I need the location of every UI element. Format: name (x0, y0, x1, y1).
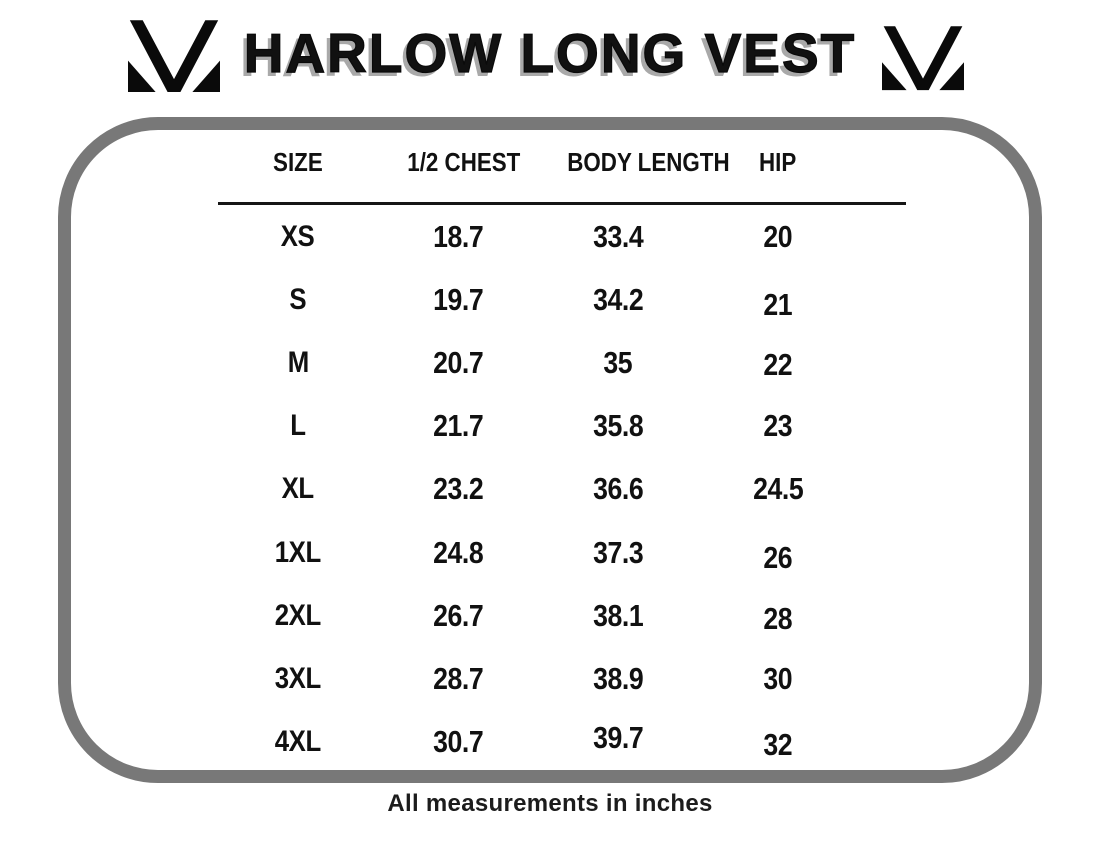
column-header-size: SIZE (273, 147, 323, 178)
hip-cell: 24.5 (752, 471, 804, 507)
body-length-cell: 38.9 (592, 660, 644, 696)
table-row (218, 205, 906, 268)
column-header-half-chest: 1/2 CHEST (407, 147, 521, 178)
size-cell: 3XL (274, 661, 322, 695)
half-chest-cell: 21.7 (432, 408, 484, 444)
size-cell: XS (281, 219, 315, 253)
table-row (218, 711, 906, 774)
table-row (218, 584, 906, 647)
hip-cell: 28 (763, 600, 793, 636)
half-chest-cell: 19.7 (432, 281, 484, 317)
size-cell: L (290, 409, 306, 443)
body-length-cell: 38.1 (592, 597, 644, 633)
size-cell: M (287, 345, 309, 379)
hip-cell: 20 (763, 218, 793, 254)
body-length-cell: 35.8 (592, 408, 644, 444)
table-row (218, 395, 906, 458)
table-row (218, 331, 906, 394)
hip-cell: 23 (763, 408, 793, 444)
hip-cell: 26 (763, 539, 793, 575)
hip-cell: 32 (763, 727, 793, 763)
table-header-row (218, 124, 906, 202)
half-chest-cell: 24.8 (432, 534, 484, 570)
half-chest-cell: 20.7 (432, 344, 484, 380)
body-length-cell: 34.2 (592, 281, 644, 317)
body-length-cell: 36.6 (592, 471, 644, 507)
half-chest-cell: 26.7 (432, 597, 484, 633)
body-length-cell: 35 (603, 344, 633, 380)
size-cell: S (289, 282, 307, 316)
hip-cell: 30 (763, 660, 793, 696)
hip-cell: 22 (763, 346, 793, 382)
m-logo-icon (882, 25, 964, 93)
table-row (218, 458, 906, 521)
size-cell: 2XL (274, 598, 322, 632)
brand-logo-right (882, 25, 964, 93)
column-header-hip: HIP (759, 147, 797, 178)
body-length-cell: 33.4 (592, 218, 644, 254)
half-chest-cell: 18.7 (432, 218, 484, 254)
body-length-cell: 39.7 (592, 720, 644, 756)
table-row (218, 268, 906, 331)
half-chest-cell: 30.7 (432, 724, 484, 760)
size-cell: XL (281, 472, 315, 506)
hip-cell: 21 (763, 286, 793, 322)
size-chart-table (218, 124, 906, 774)
table-row (218, 521, 906, 584)
footer-note: All measurements in inches (387, 790, 713, 817)
half-chest-cell: 23.2 (432, 471, 484, 507)
size-cell: 1XL (274, 535, 322, 569)
table-body (218, 205, 906, 774)
header (0, 0, 1100, 110)
half-chest-cell: 28.7 (432, 660, 484, 696)
column-header-body-length: BODY LENGTH (567, 147, 730, 178)
size-cell: 4XL (274, 725, 322, 759)
table-row (218, 647, 906, 710)
body-length-cell: 37.3 (592, 534, 644, 570)
page-title: HARLOW LONG VEST (243, 21, 857, 84)
